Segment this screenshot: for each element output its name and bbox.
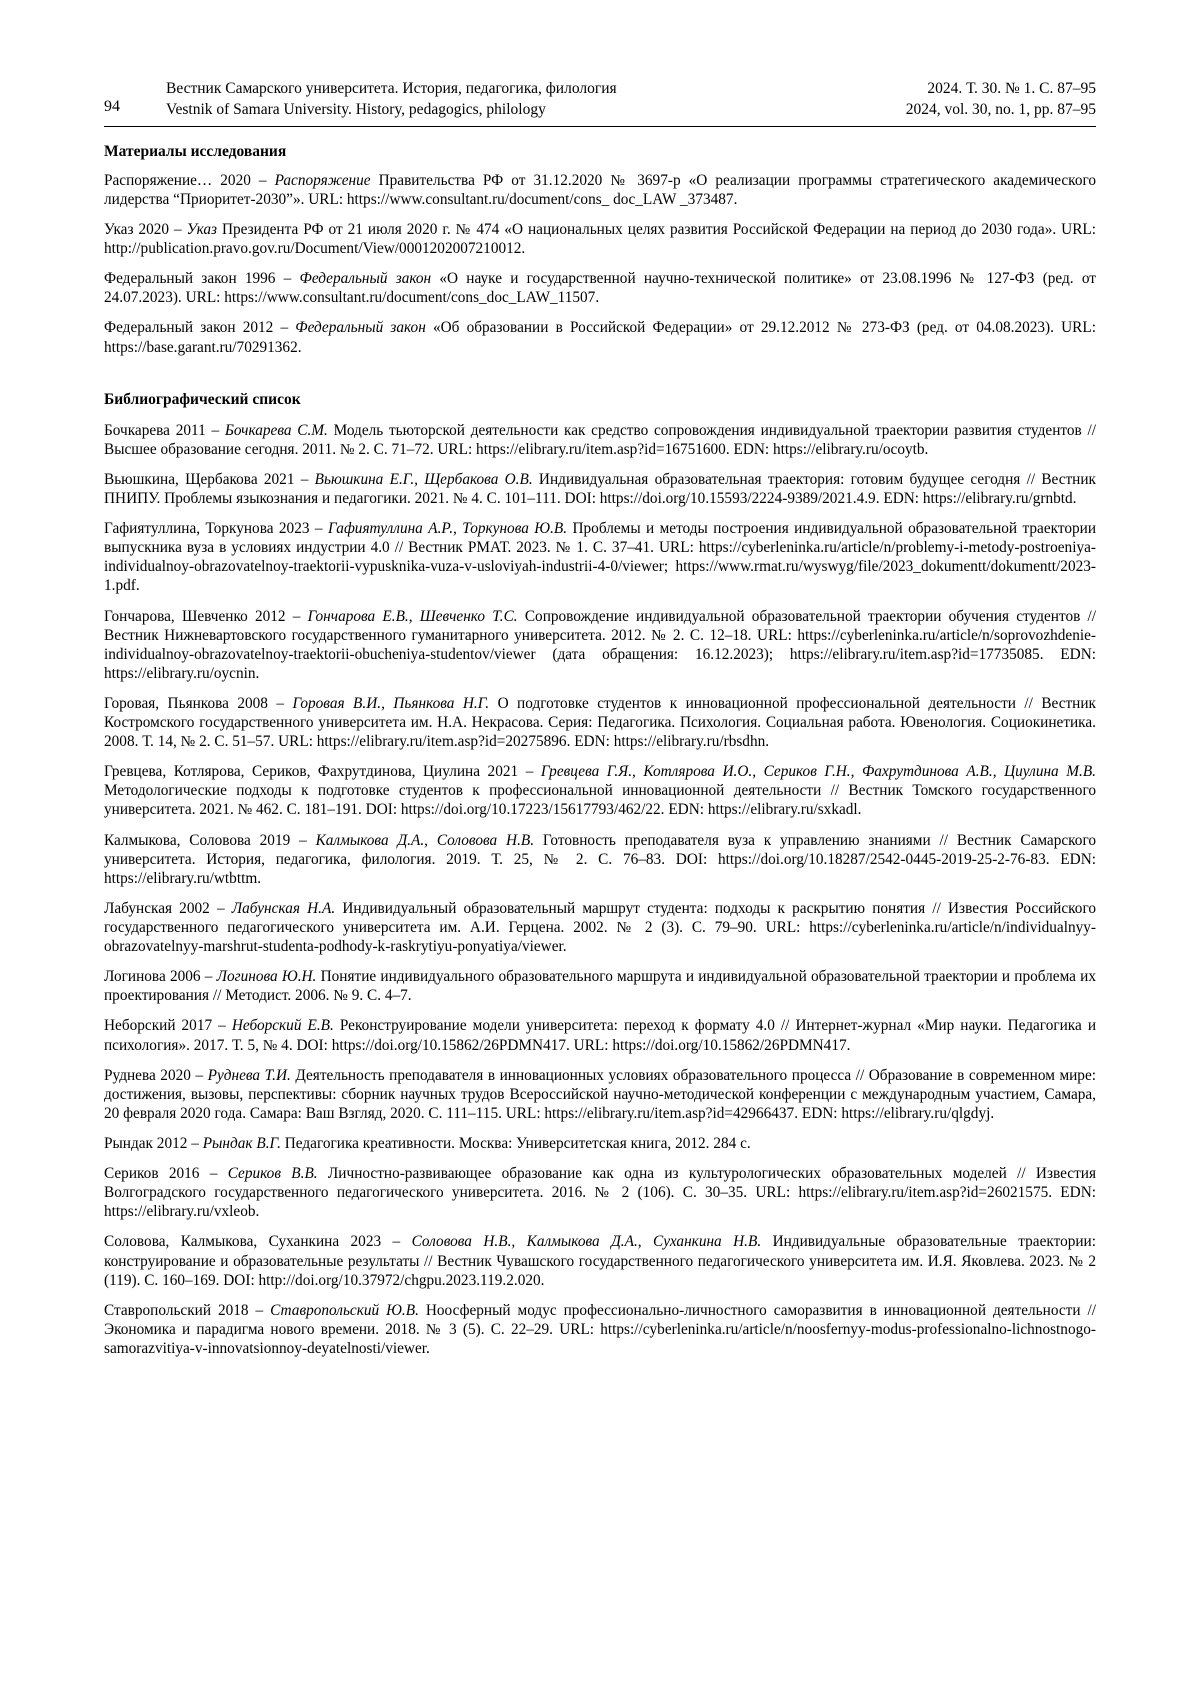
reference-entry: Руднева 2020 – Руднева Т.И. Деятельность преподавателя в инновационных условиях образовательного процесса // Образование в современном мире: достижения, вызовы, перспективы: сборник научных трудов Всероссийской научно-методической конференции с международным участием, Самара, 20 февраля 2020 года. Самара: Ваш Взгляд, 2020. С. 111–115. URL: https://elibrary.ru/item.asp?id=42966437. EDN: https://elibrary.ru/qlgdyj. <box>104 1066 1096 1122</box>
journal-title-en: Vestnik of Samara University. History, pedagogics, philology <box>166 101 546 119</box>
section-title-bibliography: Библиографический список <box>104 390 301 408</box>
header-row-ru <box>166 78 1096 99</box>
reference-entry: Рындак 2012 – Рындак В.Г. Педагогика креативности. Москва: Университетская книга, 2012. 284 с. <box>104 1135 751 1153</box>
reference-entry: Логинова 2006 – Логинова Ю.Н. Понятие индивидуального образовательного маршрута и индивидуальной образовательной траектории и проблема их проектирования // Методист. 2006. № 9. С. 4–7. <box>104 968 1096 1005</box>
reference-entry: Калмыкова, Соловова 2019 – Калмыкова Д.А., Соловова Н.В. Готовность преподавателя вуза к управлению знаниями // Вестник Самарского университета. История, педагогика, филология. 2019. Т. 25, № 2. С. 76–83. DOI: https://doi.org/10.18287/2542-0445-2019-25-2-76-83. EDN: https://elibrary.ru/wtbttm. <box>104 831 1097 887</box>
reference-entry: Гревцева, Котлярова, Сериков, Фахрутдинова, Циулина 2021 – Гревцева Г.Я., Котлярова И.О., Сериков Г.Н., Фахрутдинова А.В., Циулина М.В. Методологические подходы к подготовке студентов к профессиональной инновационной деятельности // Вестник Томского государственного университета. 2021. № 462. С. 181–191. DOI: https://doi.org/10.17223/15617793/462/22. EDN: https://elibrary.ru/sxkadl. <box>104 763 1096 819</box>
materials-list <box>104 171 1096 357</box>
header-row-en <box>166 99 1096 120</box>
bibliography-list <box>104 421 1096 1358</box>
page-header <box>104 78 1096 121</box>
page-number: 94 <box>104 98 120 115</box>
reference-entry: Гафиятуллина, Торкунова 2023 – Гафиятуллина А.Р., Торкунова Ю.В. Проблемы и методы построения индивидуальной образовательной траектории выпускника вуза в условиях индустрии 4.0 // Вестник РМАТ. 2023. № 1. С. 37–41. URL: https://cyberleninka.ru/article/n/problemy-i-metody-postroeniya-individualnoy-obrazovatelnoy-traektorii-vypusknika-vuza-v-usloviyah-industrii-4-0/viewer; https://www.rmat.ru/wyswyg/file/2023_dokumentt/dokumentt/2023-1.pdf. <box>104 520 1097 595</box>
reference-entry: Соловова, Калмыкова, Суханкина 2023 – Соловова Н.В., Калмыкова Д.А., Суханкина Н.В. Индивидуальные образовательные траектории: конструирование и образовательные результаты // Вестник Чувашского государственного педагогического университета им. И.Я. Яковлева. 2023. № 2 (119). С. 160–169. DOI: http://doi.org/10.37972/chgpu.2023.119.2.020. <box>104 1233 1096 1289</box>
reference-entry: Указ 2020 – Указ Президента РФ от 21 июля 2020 г. № 474 «О национальных целях развития Российской Федерации на период до 2030 года». URL: http://publication.pravo.gov.ru/Document/View/0001202007210012. <box>104 220 1096 258</box>
reference-entry: Горовая, Пьянкова 2008 – Горовая В.И., Пьянкова Н.Г. О подготовке студентов к инновационной профессиональной деятельности // Вестник Костромского государственного университета им. Н.А. Некрасова. Серия: Педагогика. Психология. Социальная работа. Ювенология. Социокинетика. 2008. Т. 14, № 2. С. 51–57. URL: https://elibrary.ru/item.asp?id=20275896. EDN: https://elibrary.ru/rbsdhn. <box>104 694 1096 751</box>
reference-entry: Лабунская 2002 – Лабунская Н.А. Индивидуальный образовательный маршрут студента: подходы к раскрытию понятия // Известия Российского государственного педагогического университета им. А.И. Герцена. 2002. № 2 (3). С. 79–90. URL: https://cyberleninka.ru/article/n/individualnyy-obrazovatelnyy-marshrut-studenta-podhody-k-raskrytiyu-ponyatiya/viewer. <box>104 899 1096 956</box>
reference-entry: Ставропольский 2018 – Ставропольский Ю.В. Ноосферный модус профессионально-личностного саморазвития в инновационной деятельности // Экономика и парадигма нового времени. 2018. № 3 (5). С. 22–29. URL: https://cyberleninka.ru/article/n/noosfernyy-modus-professionalno-lichnostnogo-samorazvitiya-v-innovatsionnoy-deyatelnosti/viewer. <box>104 1301 1096 1357</box>
header-rows <box>166 78 1096 121</box>
reference-entry: Сериков 2016 – Сериков В.В. Личностно-развивающее образование как одна из культурологических образовательных моделей // Известия Волгоградского государственного педагогического университета. 2016. № 2 (106). С. 30–35. URL: https://elibrary.ru/item.asp?id=26021575. EDN: https://elibrary.ru/vxleob. <box>104 1165 1096 1221</box>
reference-entry: Неборский 2017 – Неборский Е.В. Реконструирование модели университета: переход к формату 4.0 // Интернет-журнал «Мир науки. Педагогика и психология». 2017. Т. 5, № 4. DOI: https://doi.org/10.15862/26PDMN417. URL: https://doi.org/10.15862/26PDMN417. <box>104 1017 1096 1054</box>
reference-entry: Бочкарева 2011 – Бочкарева С.М. Модель тьюторской деятельности как средство сопровождения индивидуальной траектории развития студентов // Высшее образование сегодня. 2011. № 2. С. 71–72. URL: https://elibrary.ru/item.asp?id=16751600. EDN: https://elibrary.ru/ocoytb. <box>104 421 1096 458</box>
reference-entry: Гончарова, Шевченко 2012 – Гончарова Е.В., Шевченко Т.С. Сопровождение индивидуальной образовательной траектории обучения студентов // Вестник Нижневартовского государственного гуманитарного университета. 2012. № 2. С. 12–18. URL: https://cyberleninka.ru/article/n/soprovozhdenie-individualnoy-obrazovatelnoy-traektorii-obucheniya-studentov/viewer (дата обращения: 16.12.2023); https://elibrary.ru/item.asp?id=17735085. EDN: https://elibrary.ru/oycnin. <box>104 607 1097 682</box>
section-title-materials: Материалы исследования <box>104 142 287 160</box>
reference-entry: Федеральный закон 2012 – Федеральный закон «Об образовании в Российской Федерации» от 29.12.2012 № 273-ФЗ (ред. от 04.08.2023). URL: https://base.garant.ru/70291362. <box>104 319 1096 356</box>
reference-entry: Вьюшкина, Щербакова 2021 – Вьюшкина Е.Г., Щербакова О.В. Индивидуальная образовательная траектория: готовим будущее сегодня // Вестник ПНИПУ. Проблемы языкознания и педагогики. 2021. № 4. С. 101–111. DOI: https://doi.org/10.15593/2224-9389/2021.4.9. EDN: https://elibrary.ru/grnbtd. <box>104 470 1096 507</box>
reference-entry: Распоряжение… 2020 – Распоряжение Правительства РФ от 31.12.2020 № 3697-р «О реализации программы стратегического академического лидерства “Приоритет-2030”». URL: https://www.consultant.ru/document/cons_ doc_LAW _373487. <box>104 171 1097 208</box>
issue-info-ru: 2024. Т. 30. № 1. С. 87–95 <box>927 80 1096 97</box>
journal-title-ru: Вестник Самарского университета. История, педагогика, филология <box>166 80 617 97</box>
issue-info-en: 2024, vol. 30, no. 1, pp. 87–95 <box>905 101 1096 119</box>
reference-entry: Федеральный закон 1996 – Федеральный закон «О науке и государственной научно-технической политике» от 23.08.1996 № 127-ФЗ (ред. от 24.07.2023). URL: https://www.consultant.ru/document/cons_doc_LAW_11507. <box>104 270 1096 307</box>
header-divider <box>104 126 1096 127</box>
